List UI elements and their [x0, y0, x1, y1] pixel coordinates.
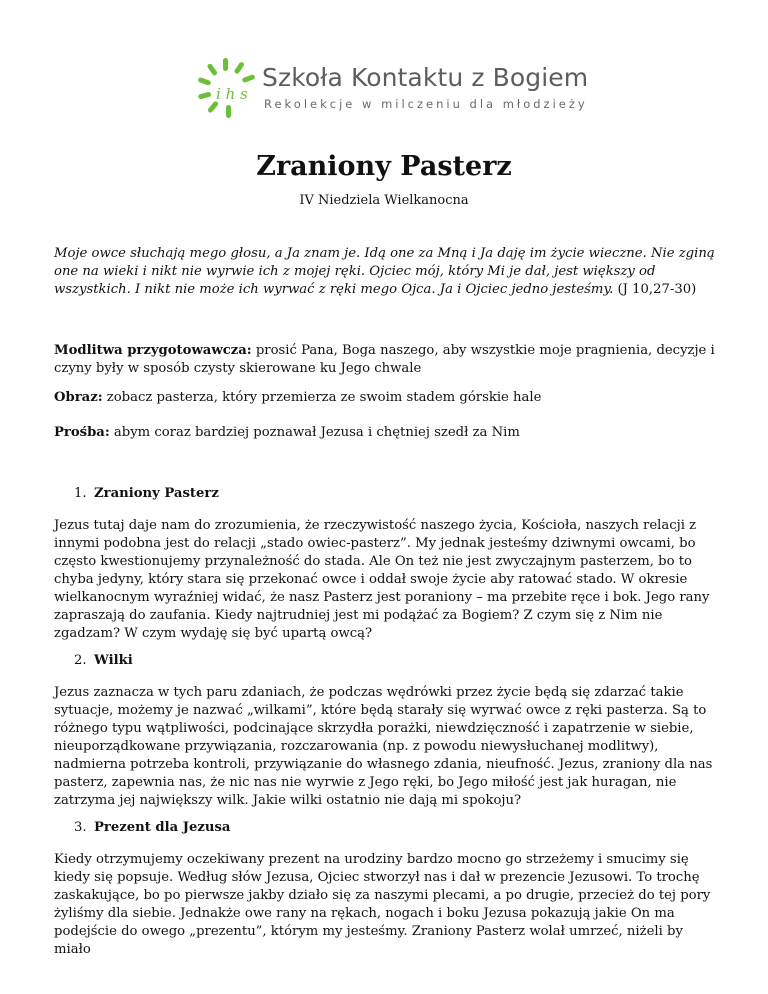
image-text: zobacz pasterza, który przemierza ze swoim stadem górskie hale: [102, 390, 542, 405]
section-body: Kiedy otrzymujemy oczekiwany prezent na urodziny bardzo mocno go strzeżemy i smucimy się kiedy się popsuje. Według słów Jezusa, Ojciec stworzył nas i dał w prezencie Jezusowi. To trochę zaskakujące, bo po pierwsze jakby działo się za naszymi plecami, a po drugie, przecież do tej pory żyliśmy dla siebie. Jednakże owe rany na rękach, nogach i boku Jezusa pokazują jakie On ma podejście do owego „prezentu”, którym my jesteśmy. Zraniony Pasterz wolał umrzeć, niżeli by miało: [54, 852, 711, 957]
preparatory-prayer: [54, 342, 716, 378]
section-title: Prezent dla Jezusa: [94, 820, 231, 835]
quote-text: Moje owce słuchają mego głosu, a Ja znam je. Idą one za Mną i Ja daję im życie wieczne. Nie zginą one na wieki i nikt nie wyrwie ich z mojej ręki. Ojciec mój, który Mi je dał, jest większy od wszystkich. I nikt nie może ich wyrwać z ręki mego Ojca. Ja i Ojciec jedno jesteśmy.: [54, 246, 715, 297]
section-number: 2.: [74, 653, 87, 668]
section-heading: [74, 820, 230, 835]
logo-title: Szkoła Kontaktu z Bogiem: [262, 63, 589, 92]
sun-rays-logo-icon: [196, 57, 258, 119]
section-title: Zraniony Pasterz: [94, 486, 219, 501]
document-subtitle: IV Niedziela Wielkanocna: [299, 193, 469, 208]
prayer-text: prosić Pana, Boga naszego, aby wszystkie moje pragnienia, decyzje i czyny były w sposób czysty skierowane ku Jego chwale: [54, 343, 715, 376]
svg-text:i h s: i h s: [216, 85, 248, 103]
quote-reference: (J 10,27-30): [613, 282, 697, 297]
section-number: 3.: [74, 820, 87, 835]
image-paragraph: [54, 389, 716, 407]
logo: [196, 57, 589, 119]
prayer-label: Modlitwa przygotowawcza:: [54, 343, 252, 358]
request-paragraph: [54, 424, 716, 442]
request-text: abym coraz bardziej poznawał Jezusa i chętniej szedł za Nim: [109, 425, 520, 440]
logo-subtitle: Rekolekcje w milczeniu dla młodzieży: [264, 97, 588, 111]
section-body: Jezus tutaj daje nam do zrozumienia, że rzeczywistość naszego życia, Kościoła, naszych relacji z innymi podobna jest do relacji „stado owiec-pasterz”. My jednak jesteśmy dziwnymi owcami, bo często kwestionujemy przynależność do stada. Ale On też nie jest zwyczajnym pasterzem, bo to chyba jedyny, który stara się przekonać owce i oddał swoje życie aby ratować stado. W okresie wielkanocnym wyraźniej widać, że nasz Pasterz jest poraniony – ma przebite ręce i bok. Jego rany zapraszają do zaufania. Kiedy najtrudniej jest mi podążać za Bogiem? Z czym się z Nim nie zgadzam? W czym wydaję się być upartą owcą?: [54, 518, 710, 641]
request-label: Prośba:: [54, 425, 110, 440]
document-title: Zraniony Pasterz: [256, 151, 512, 182]
image-label: Obraz:: [54, 390, 103, 405]
section-heading: [74, 653, 133, 668]
section-number: 1.: [74, 486, 87, 501]
section-body: Jezus zaznacza w tych paru zdaniach, że podczas wędrówki przez życie będą się zdarzać takie sytuacje, możemy je nazwać „wilkami”, które będą starały się wyrwać owce z ręki pasterza. Są to różnego typu wątpliwości, podcinające skrzydła porażki, niewdzięczność i zapatrzenie w siebie, nieuporządkowane przywiązania, rozczarowania (np. z powodu niewysłuchanej modlitwy), nadmierna potrzeba kontroli, przywiązanie do własnego zdania, nieufność. Jezus, zraniony dla nas pasterz, zapewnia nas, że nic nas nie wyrwie z Jego ręki, bo Jego miłość jest jak huragan, nie zatrzyma jej największy wilk. Jakie wilki ostatnio nie dają mi spokoju?: [54, 685, 713, 808]
scripture-quote: [54, 245, 716, 299]
section-title: Wilki: [94, 653, 133, 668]
section-heading: [74, 486, 219, 501]
